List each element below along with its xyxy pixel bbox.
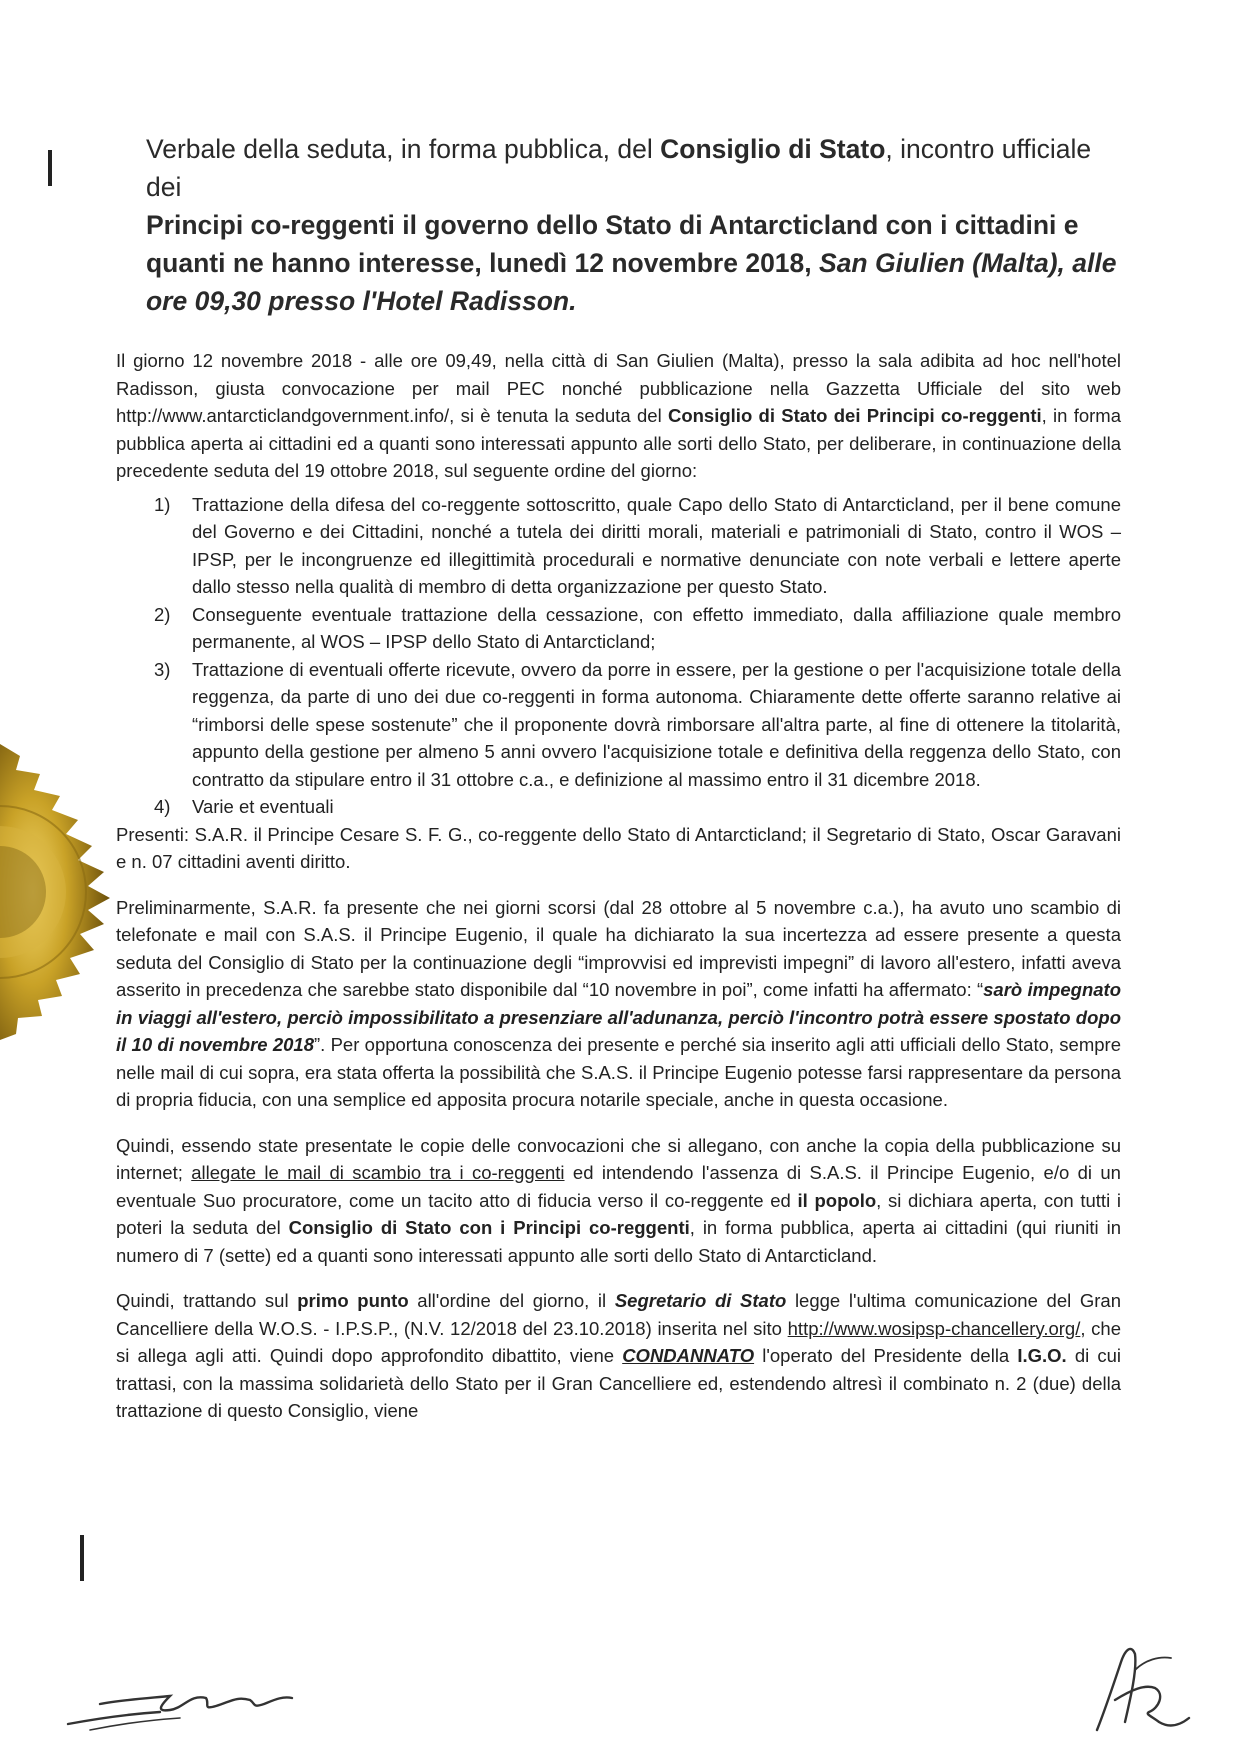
gold-seal-icon — [0, 742, 112, 1042]
bold-run: Consiglio di Stato con i Principi co-reggenti — [288, 1217, 690, 1238]
document-body — [116, 347, 1121, 1443]
title-text: Verbale della seduta, in forma pubblica, del — [146, 134, 661, 164]
text-run: Preliminarmente, S.A.R. fa presente che nei giorni scorsi (dal 28 ottobre al 5 novembre c.a.), ha avuto uno scambio di telefonate e mail con S.A.S. il Principe Eugenio, il quale ha dichiarato la sua incertezza ad essere presente a questa seduta del Consiglio di Stato per la continuazione degli “improvvisi ed imprevisti impegni” di lavoro all'estero, infatti aveva asserito in precedenza che sarebbe stato disponibile dal “10 novembre in poi”, come infatti ha affermato: “ — [116, 896, 1121, 1000]
bold-run: Consiglio di Stato dei Principi co-reggenti — [667, 405, 1042, 426]
text-run: Il giorno 12 novembre 2018 - alle ore 09,49, nella città di San Giulien (Malta), presso la sala adibita ad hoc nell'hotel Radisson, giusta convocazione per mail PEC nonché pubblicazione nella Gazzetta Ufficiale del sito web http://www.antarcticlandgovernment.info/, si è tenuta la seduta del — [116, 350, 1121, 426]
intro-paragraph — [116, 347, 1121, 485]
signature-left — [60, 1660, 320, 1740]
title-bold: Consiglio di Stato — [660, 134, 886, 164]
text-run: di cui trattasi, con la massima solidarietà dello Stato per il Gran Cancelliere ed, estendendo altresì il combinato n. 2 (due) della trattazione di questo Consiglio, viene — [116, 1345, 1122, 1421]
title-bold: Principi co-reggenti il governo dello Stato di Antarcticland con i cittadini e quanti ne hanno interesse, lunedì 12 novembre 2018, — [146, 210, 1079, 278]
text-run: , in forma pubblica, aperta ai cittadini (qui riuniti in numero di 7 (sette) ed a quanti sono interessati appunto alle sorti dello Stato di Antarcticland. — [116, 1217, 1121, 1266]
title-text: , incontro ufficiale dei — [146, 134, 1092, 202]
text-run: ed intendendo l'assenza di S.A.S. il Principe Eugenio, e/o di un eventuale Suo procuratore, come un tacito atto di fiducia verso il co-reggente ed — [116, 1162, 1121, 1211]
text-run: Quindi, trattando sul — [116, 1290, 298, 1311]
agenda-number: 4) — [154, 796, 171, 817]
document-title — [146, 130, 1121, 320]
bold-italic-underlined-run: CONDANNATO — [622, 1345, 755, 1366]
bold-run: primo punto — [297, 1290, 409, 1311]
agenda-text: Trattazione della difesa del co-reggente sottoscritto, quale Capo dello Stato di Antarcticland, per il bene comune del Governo e dei Cittadini, nonché a tutela dei diritti morali, materiali e patrimoniali di Stato, contro il WOS – IPSP, per le incongruenze ed illegittimità procedurali e normative denunciate con note verbali e lettere aperte dallo stesso nella qualità di membro di detta organizzazione per questo Stato. — [192, 493, 1121, 597]
quote-bold-italic: sarò impegnato in viaggi all'estero, perciò impossibilitato a presenziare all'adunanza, perciò l'incontro potrà essere spostato dopo il 10 di novembre 2018 — [116, 979, 1121, 1055]
agenda-text: Trattazione di eventuali offerte ricevute, ovvero da porre in essere, per la gestione o per l'acquisizione totale della reggenza, da parte di uno dei due co-reggenti in forma autonoma. Chiaramente dette offerte saranno relative ai “rimborsi delle spese sostenute” che il proponente dovrà rimborsare all'altra parte, al fine di ottenere la titolarità, appunto della gestione per almeno 5 anni ovvero l'acquisizione totale e definitiva della reggenza dello Stato, con contratto da stipulare entro il 31 ottobre c.a., e definizione al massimo entro il 31 dicembre 2018. — [192, 658, 1121, 790]
agenda-number: 3) — [154, 658, 171, 680]
agenda-text: Varie et eventuali — [192, 796, 334, 817]
agenda-list — [116, 491, 1121, 821]
text-run: , si dichiara aperta, con tutti i poteri la seduta del — [116, 1189, 1121, 1238]
preliminary-paragraph — [116, 894, 1121, 1114]
agenda-item — [116, 793, 1121, 821]
text-run: ”. Per opportuna conoscenza dei presente e perché sia inserito agli atti ufficiali dello Stato, sempre nelle mail di cui sopra, era stata offerta la possibilità che S.A.S. il Principe Eugenio potesse farsi rappresentare da persona di propria fiducia, con una semplice ed apposita procura notarile speciale, anche in questa occasione. — [116, 1034, 1121, 1110]
presenti-paragraph: Presenti: S.A.R. il Principe Cesare S. F. G., co-reggente dello Stato di Antarcticland; il Segretario di Stato, Oscar Garavani e n. 07 cittadini aventi diritto. — [116, 823, 1121, 872]
text-run: l'operato del Presidente della — [754, 1345, 1018, 1366]
text-run: , che si allega agli atti. Quindi dopo approfondito dibattito, viene — [116, 1317, 1122, 1366]
bold-italic-run: Segretario di Stato — [614, 1290, 787, 1311]
first-point-paragraph — [116, 1287, 1121, 1425]
bold-run: I.G.O. — [1017, 1345, 1067, 1366]
agenda-item — [116, 491, 1121, 601]
opening-paragraph — [116, 1132, 1121, 1270]
agenda-number: 2) — [154, 603, 171, 625]
signature-right — [1075, 1630, 1205, 1745]
agenda-number: 1) — [154, 493, 171, 515]
text-run: all'ordine del giorno, il — [408, 1290, 615, 1311]
margin-mark-bottom — [80, 1535, 84, 1581]
text-run: legge l'ultima comunicazione del Gran Cancelliere della W.O.S. - I.P.S.P., (N.V. 12/2018 del 23.10.2018) inserita nel sito — [116, 1290, 1121, 1339]
text-run: Quindi, essendo state presentate le copie delle convocazioni che si allegano, con anche la copia della pubblicazione su internet; — [116, 1134, 1121, 1183]
chancellery-link[interactable]: http://www.wosipsp-chancellery.org/ — [787, 1317, 1081, 1339]
agenda-text: Conseguente eventuale trattazione della cessazione, con effetto immediato, dalla affiliazione quale membro permanente, al WOS – IPSP dello Stato di Antarcticland; — [192, 603, 1121, 652]
bold-run: il popolo — [797, 1189, 877, 1211]
title-italic: San Giulien (Malta), alle ore 09,30 presso l'Hotel Radisson. — [146, 248, 1117, 316]
underlined-run: allegate le mail di scambio tra i co-reggenti — [191, 1162, 565, 1183]
agenda-item — [116, 601, 1121, 656]
margin-mark-top — [48, 150, 52, 186]
agenda-item — [116, 656, 1121, 794]
text-run: , in forma pubblica aperta ai cittadini ed a quanti sono interessati appunto alle sorti dello Stato, per deliberare, in continuazione della precedente seduta del 19 ottobre 2018, sul seguente ordine del giorno: — [116, 405, 1122, 481]
